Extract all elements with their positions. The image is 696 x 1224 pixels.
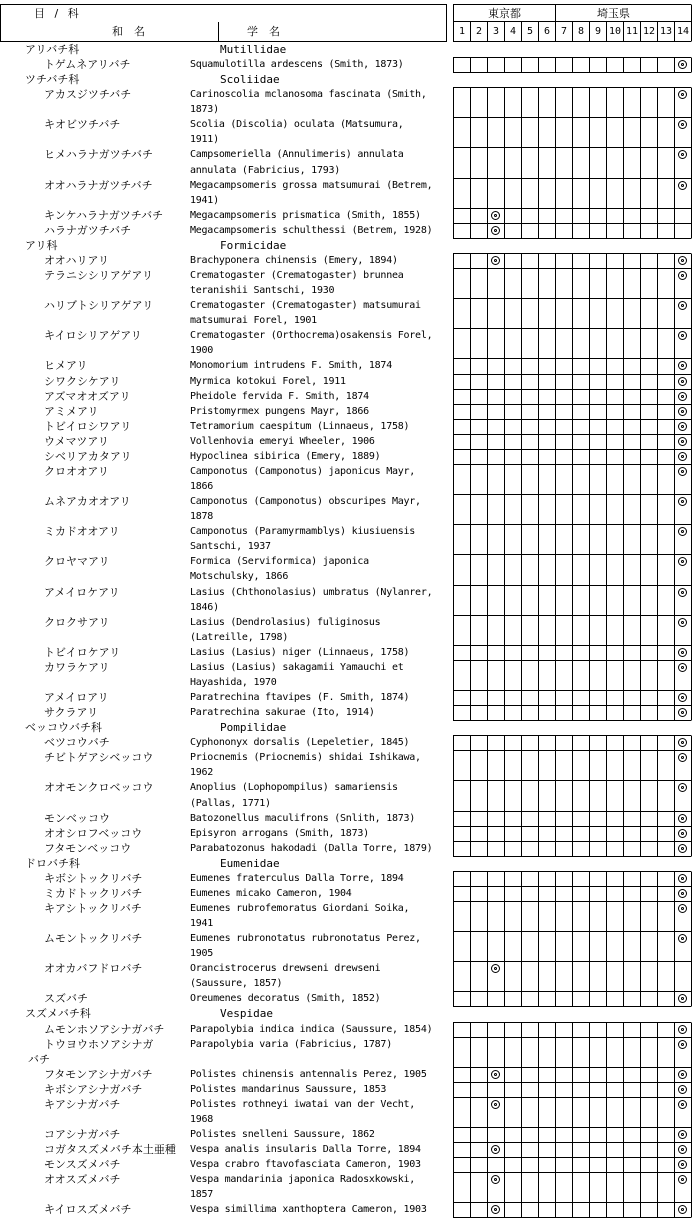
species-japanese-name: トビイロケアリ: [44, 645, 121, 659]
presence-mark-icon: [678, 407, 687, 416]
species-scientific-name: teranishii Santschi, 1930: [190, 285, 335, 297]
site-number: 1: [458, 26, 466, 37]
presence-mark-icon: [678, 663, 687, 672]
presence-mark-icon: [491, 1175, 500, 1184]
presence-mark-icon: [678, 60, 687, 69]
species-scientific-name: Cyphononyx dorsalis (Lepeletier, 1845): [190, 737, 410, 749]
presence-mark-icon: [678, 693, 687, 702]
species-scientific-name: Hayashida, 1970: [190, 676, 277, 688]
japanese-name-heading: 和 名: [112, 25, 145, 38]
species-scientific-name: (Pallas, 1771): [190, 797, 271, 809]
species-japanese-name: ベツコウバチ: [44, 736, 110, 750]
presence-mark-icon: [678, 1130, 687, 1139]
species-japanese-name: キボシトックリバチ: [44, 871, 143, 885]
species-scientific-name: Carinoscolia mclanosoma fascinata (Smith,: [190, 89, 427, 101]
species-scientific-name: Monomorium intrudens F. Smith, 1874: [190, 360, 392, 372]
species-scientific-name: Formica (Serviformica) japonica: [190, 556, 369, 568]
species-scientific-name: 1846): [190, 601, 219, 613]
species-scientific-name: Eumenes fraterculus Dalla Torre, 1894: [190, 872, 404, 884]
family-scientific-name: Mutillidae: [220, 43, 287, 56]
species-scientific-name: Polistes snelleni Saussure, 1862: [190, 1129, 375, 1141]
species-japanese-name: キボシアシナガバチ: [44, 1082, 143, 1096]
presence-mark-icon: [678, 844, 687, 853]
species-japanese-name: スズバチ: [44, 992, 88, 1006]
site-number: 13: [659, 26, 673, 37]
species-scientific-name: Parabatozonus hakodadi (Dalla Torre, 1879): [190, 842, 433, 854]
species-scientific-name: 1941: [190, 918, 214, 930]
presence-mark-icon: [678, 256, 687, 265]
species-japanese-name: オオハリアリ: [44, 253, 110, 267]
species-japanese-name: キアシトックリバチ: [44, 901, 142, 915]
presence-mark-icon: [491, 1205, 500, 1214]
species-scientific-name: Squamulotilla ardescens (Smith, 1873): [190, 59, 404, 71]
site-number: 12: [642, 26, 656, 37]
presence-mark-icon: [678, 1100, 687, 1109]
presence-mark-icon: [491, 256, 500, 265]
species-scientific-name: Eumenes rubrofemoratus Giordani Soika,: [190, 902, 410, 914]
species-japanese-name: ムモントックリバチ: [44, 932, 143, 946]
species-scientific-name: Tetramorium caespitum (Linnaeus, 1758): [190, 420, 410, 432]
species-scientific-name: Anoplius (Lophopompilus) samariensis: [190, 782, 398, 794]
scientific-name-heading: 学 名: [247, 25, 280, 38]
species-japanese-name: カワラケアリ: [44, 660, 110, 674]
species-scientific-name: Megacampsomeris schulthessi (Betrem, 1928): [190, 224, 433, 236]
presence-mark-icon: [678, 377, 687, 386]
species-japanese-name: ハラナガツチバチ: [44, 223, 132, 237]
name-header-divider: [218, 22, 219, 42]
family-name: ベッコウバチ科: [25, 721, 102, 735]
species-scientific-name: Crematogaster (Crematogaster) matsumurai: [190, 300, 421, 312]
species-japanese-name: テラニシシリアゲアリ: [44, 269, 153, 283]
presence-mark-icon: [491, 964, 500, 973]
species-scientific-name: matsumurai Forel, 1901: [190, 315, 317, 327]
site-number: 4: [509, 26, 517, 37]
species-japanese-name: オオスズメバチ: [44, 1173, 121, 1187]
species-scientific-name: Paratrechina ftavipes (F. Smith, 1874): [190, 692, 410, 703]
presence-mark-icon: [678, 1205, 687, 1214]
species-scientific-name: Megacampsomeris prismatica (Smith, 1855): [190, 209, 421, 221]
species-japanese-name: クロオオアリ: [44, 464, 109, 478]
species-japanese-name: キイロスズメバチ: [44, 1203, 132, 1217]
species-scientific-name: Polistes mandarinus Saussure, 1853: [190, 1083, 387, 1095]
presence-mark-icon: [678, 648, 687, 657]
species-scientific-name: Priocnemis (Priocnemis) shidai Ishikawa,: [190, 752, 421, 764]
presence-mark-icon: [678, 753, 687, 762]
species-japanese-name: チビトゲアシベッコウ: [44, 751, 154, 765]
species-japanese-name: オオカバフドロバチ: [44, 962, 143, 976]
site-number: 11: [625, 26, 639, 37]
species-scientific-name: Vespa crabro ftavofasciata Cameron, 1903: [190, 1159, 421, 1171]
site-number: 8: [577, 26, 585, 37]
species-scientific-name: Parapolybia varia (Fabricius, 1787): [190, 1038, 392, 1050]
species-japanese-name: アズマオオズアリ: [44, 389, 131, 403]
species-scientific-name: Hypoclinea sibirica (Emery, 1889): [190, 450, 381, 462]
species-scientific-name: 1911): [190, 134, 219, 146]
presence-mark-icon: [678, 889, 687, 898]
family-name: ツチバチ科: [25, 73, 80, 87]
species-japanese-name: フタモンベッコウ: [44, 841, 132, 855]
species-scientific-name: 1900: [190, 345, 214, 357]
species-scientific-name: Vespa simillima xanthoptera Cameron, 1903: [190, 1204, 427, 1216]
species-japanese-name: ヒメアリ: [44, 359, 88, 373]
species-scientific-name: Paratrechina sakurae (Ito, 1914): [190, 707, 375, 719]
presence-mark-icon: [678, 814, 687, 823]
species-japanese-name: トビイロシワアリ: [44, 419, 132, 433]
species-japanese-name: キンケハラナガツチバチ: [44, 208, 164, 222]
species-japanese-name: ムネアカオオアリ: [44, 495, 131, 509]
presence-mark-icon: [491, 226, 500, 235]
site-number: 7: [560, 26, 568, 37]
species-japanese-name: オオシロフベッコウ: [44, 826, 143, 840]
species-scientific-name: Polistes chinensis antennalis Perez, 1905: [190, 1068, 427, 1080]
presence-mark-icon: [678, 467, 687, 476]
species-scientific-name: annulata (Fabricius, 1793): [190, 164, 341, 176]
species-scientific-name: Eumenes rubronotatus rubronotatus Perez,: [190, 933, 421, 945]
species-japanese-name: ミカドトックリバチ: [44, 886, 143, 900]
species-japanese-name: アミメアリ: [44, 404, 99, 418]
species-scientific-name: 1968: [190, 1113, 214, 1125]
species-scientific-name: Vespa analis insularis Dalla Torre, 1894: [190, 1144, 421, 1156]
species-scientific-name: 1866: [190, 481, 214, 493]
species-japanese-name: クロヤマアリ: [44, 555, 110, 569]
species-scientific-name: 1962: [190, 767, 214, 779]
presence-mark-icon: [678, 271, 687, 280]
presence-mark-icon: [678, 874, 687, 883]
species-japanese-name: コガタスズメバチ本土亜種: [44, 1143, 176, 1157]
species-japanese-name: キイロシリアゲアリ: [44, 329, 142, 343]
presence-mark-icon: [678, 150, 687, 159]
species-scientific-name: Orancistrocerus drewseni drewseni: [190, 963, 381, 975]
species-scientific-name: Lasius (Dendrolasius) fuliginosus: [190, 616, 381, 628]
presence-mark-icon: [678, 994, 687, 1003]
species-scientific-name: 1941): [190, 194, 219, 206]
site-number: 3: [492, 26, 500, 37]
region-tokyo-label: 東京都: [488, 7, 521, 20]
species-japanese-name: ムモンホソアシナガバチ: [44, 1022, 165, 1036]
species-japanese-name: アカスジツチバチ: [44, 88, 132, 102]
species-scientific-name: 1873): [190, 104, 219, 116]
site-number: 5: [526, 26, 534, 37]
species-scientific-name: Camponotus (Camponotus) japonicus Mayr,: [190, 465, 416, 477]
presence-mark-icon: [678, 361, 687, 370]
presence-mark-icon: [678, 331, 687, 340]
species-japanese-name: シワクシケアリ: [44, 374, 121, 388]
family-scientific-name: Scoliidae: [220, 73, 280, 87]
presence-mark-icon: [678, 1175, 687, 1184]
species-scientific-name: Eumenes micako Cameron, 1904: [190, 887, 352, 899]
species-scientific-name: Vollenhovia emeryi Wheeler, 1906: [190, 435, 375, 447]
presence-mark-icon: [678, 557, 687, 566]
species-japanese-name: トウヨウホソアシナガ: [44, 1037, 154, 1051]
species-scientific-name: Crematogaster (Crematogaster) brunnea: [190, 270, 404, 282]
species-scientific-name: 1905: [190, 948, 214, 960]
species-scientific-name: Oreumenes decoratus (Smith, 1852): [190, 993, 381, 1005]
presence-mark-icon: [678, 738, 687, 747]
site-number: 9: [594, 26, 602, 37]
site-number: 6: [543, 26, 551, 37]
species-scientific-name: Batozonellus maculifrons (Snlith, 1873): [190, 812, 416, 824]
family-name: アリバチ科: [25, 43, 80, 56]
family-scientific-name: Formicidae: [220, 238, 287, 252]
species-japanese-name: ハリブトシリアゲアリ: [44, 299, 154, 313]
presence-mark-icon: [678, 452, 687, 461]
species-scientific-name: 1878: [190, 511, 214, 523]
site-number: 14: [676, 26, 690, 37]
region-saitama-label: 埼玉県: [597, 7, 630, 20]
site-number: 10: [608, 26, 622, 37]
species-japanese-name: キアシナガバチ: [44, 1097, 121, 1111]
species-scientific-name: (Latreille, 1798): [190, 631, 289, 643]
presence-mark-icon: [678, 1085, 687, 1094]
presence-mark-icon: [491, 1100, 500, 1109]
species-scientific-name: Lasius (Chthonolasius) umbratus (Nylanrer,: [190, 586, 433, 598]
family-name: スズメバチ科: [25, 1007, 91, 1021]
species-japanese-name: アメイロケアリ: [44, 585, 120, 599]
species-japanese-name: オオモンクロベッコウ: [44, 781, 154, 795]
species-scientific-name: Crematogaster (Orthocrema)osakensis Forel,: [190, 330, 433, 342]
presence-mark-icon: [678, 904, 687, 913]
presence-mark-icon: [678, 588, 687, 597]
species-japanese-name: バチ: [28, 1052, 50, 1066]
species-scientific-name: Lasius (Lasius) niger (Linnaeus, 1758): [190, 646, 410, 658]
species-japanese-name: ミカドオオアリ: [44, 525, 120, 539]
species-scientific-name: Polistes rothneyi iwatai van der Vecht,: [190, 1098, 416, 1110]
presence-mark-icon: [678, 392, 687, 401]
presence-mark-icon: [678, 1025, 687, 1034]
species-scientific-name: Vespa mandarinia japonica Radosxkowski,: [190, 1174, 416, 1186]
species-scientific-name: Pheidole fervida F. Smith, 1874: [190, 390, 369, 402]
family-scientific-name: Eumenidae: [220, 856, 280, 870]
presence-mark-icon: [678, 1070, 687, 1079]
species-japanese-name: フタモンアシナガバチ: [44, 1067, 153, 1081]
family-scientific-name: Vespidae: [220, 1007, 273, 1021]
presence-mark-icon: [678, 783, 687, 792]
presence-mark-icon: [491, 1145, 500, 1154]
species-japanese-name: クロクサアリ: [44, 615, 110, 629]
species-scientific-name: Pristomyrmex pungens Mayr, 1866: [190, 405, 369, 417]
family-scientific-name: Pompilidae: [220, 721, 287, 735]
order-family-heading: 目 / 科: [34, 7, 82, 20]
presence-mark-icon: [678, 708, 687, 717]
presence-mark-icon: [678, 1145, 687, 1154]
presence-mark-icon: [678, 1040, 687, 1049]
species-scientific-name: Motschulsky, 1866: [190, 571, 289, 583]
species-scientific-name: Parapolybia indica indica (Saussure, 1854): [190, 1023, 433, 1035]
presence-mark-icon: [678, 934, 687, 943]
species-scientific-name: 1857: [190, 1189, 214, 1201]
site-number: 2: [475, 26, 483, 37]
presence-mark-icon: [678, 181, 687, 190]
species-scientific-name: Santschi, 1937: [190, 541, 271, 553]
species-japanese-name: トゲムネアリバチ: [44, 58, 131, 72]
species-scientific-name: Episyron arrogans (Smith, 1873): [190, 827, 369, 839]
family-name: ドロバチ科: [25, 856, 80, 870]
presence-mark-icon: [678, 618, 687, 627]
presence-mark-icon: [678, 90, 687, 99]
species-japanese-name: シベリアカタアリ: [44, 449, 132, 463]
species-scientific-name: Campsomeriella (Annulimeris) annulata: [190, 149, 404, 161]
presence-mark-icon: [678, 497, 687, 506]
presence-mark-icon: [491, 1070, 500, 1079]
species-japanese-name: アメイロアリ: [44, 691, 109, 704]
species-scientific-name: (Saussure, 1857): [190, 978, 283, 990]
presence-mark-icon: [491, 211, 500, 220]
species-scientific-name: Myrmica kotokui Forel, 1911: [190, 375, 346, 387]
family-name: アリ科: [25, 238, 58, 252]
species-japanese-name: ウメマツアリ: [44, 434, 109, 448]
species-scientific-name: Scolia (Discolia) oculata (Matsumura,: [190, 119, 404, 131]
species-japanese-name: ヒメハラナガツチバチ: [44, 148, 154, 162]
species-scientific-name: Camponotus (Paramyrmamblys) kiusiuensis: [190, 526, 416, 538]
presence-mark-icon: [678, 1160, 687, 1169]
species-japanese-name: モンスズメバチ: [44, 1158, 121, 1172]
presence-mark-icon: [678, 437, 687, 446]
presence-mark-icon: [678, 422, 687, 431]
species-japanese-name: コアシナガバチ: [44, 1128, 121, 1142]
species-japanese-name: オオハラナガツチバチ: [44, 178, 153, 192]
presence-mark-icon: [678, 120, 687, 129]
species-scientific-name: Megacampsomeris grossa matsumurai (Betrem,: [190, 179, 433, 191]
species-japanese-name: キオビツチバチ: [44, 118, 121, 132]
species-japanese-name: サクラアリ: [44, 706, 99, 720]
presence-mark-icon: [678, 527, 687, 536]
species-scientific-name: Brachyponera chinensis (Emery, 1894): [190, 254, 398, 266]
presence-mark-icon: [678, 829, 687, 838]
species-scientific-name: Camponotus (Camponotus) obscuripes Mayr,: [190, 496, 421, 508]
species-japanese-name: モンベッコウ: [44, 811, 110, 825]
presence-mark-icon: [678, 301, 687, 310]
species-scientific-name: Lasius (Lasius) sakagamii Yamauchi et: [190, 661, 404, 673]
